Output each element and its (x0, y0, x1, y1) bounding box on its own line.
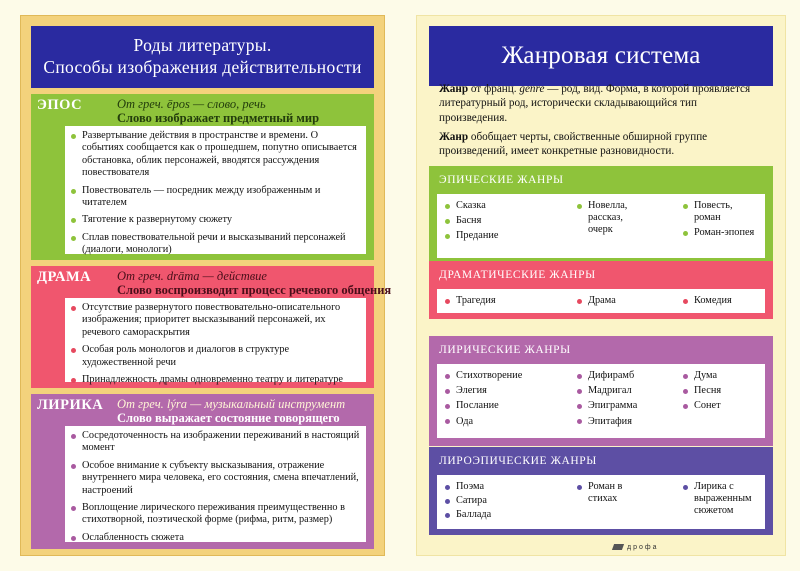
left-poster-title (31, 26, 374, 88)
right-poster-title: Жанровая система (429, 26, 773, 86)
list-item: Поэма (445, 481, 545, 493)
section-label: ДРАМА (37, 269, 92, 285)
section-label: ЭПОС (37, 97, 83, 113)
list-item: Новелла, рассказ, очерк (577, 200, 647, 237)
publisher-logo: дрофа (613, 544, 659, 554)
genre-description: Жанр обобщает черты, свойственные обширной группе произведений, имеет конкретные разновидности. (439, 131, 708, 158)
list-item: Сосредоточенность на изображении переживаний в настоящий момент (71, 430, 360, 455)
list-item: Роман в стихах (577, 481, 647, 505)
left-title-line1: Роды литературы. (133, 35, 272, 55)
bullet-dot-icon (445, 219, 450, 224)
bullet-dot-icon (683, 299, 688, 304)
genre-column (683, 370, 765, 416)
list-item: Мадригал (577, 385, 667, 397)
list-item: Эпитафия (577, 416, 667, 428)
list-item: Сплав повествовательной речи и высказываний персонажей (диалоги, монологи) (71, 232, 360, 257)
genre-column (445, 481, 545, 524)
bullet-dot-icon (71, 464, 76, 469)
list-item: Дифирамб (577, 370, 667, 382)
bullet-dot-icon (577, 485, 582, 490)
section-etymology: От греч. drāma — действие (117, 269, 267, 283)
list-item: Особое внимание к субъекту высказывания, отражение внутреннего мира человека, его состояния, смена впечатлений, настроений (71, 460, 360, 497)
list-item: Стихотворение (445, 370, 555, 382)
list-item: Комедия (683, 295, 765, 307)
bullet-dot-icon (71, 236, 76, 241)
bullet-dot-icon (577, 204, 582, 209)
section-drama (31, 266, 392, 388)
list-item: Послание (445, 400, 555, 412)
genre-column (577, 200, 647, 240)
list-item: Воплощение лирического переживания преимущественно в стихотворной, поэтической форме (рифма, ритм, размер) (71, 502, 360, 527)
genre-block-title: ЭПИЧЕСКИЕ ЖАНРЫ (439, 174, 564, 186)
bullet-dot-icon (71, 189, 76, 194)
list-item: Басня (445, 215, 545, 227)
right-poster (416, 15, 786, 556)
list-item: Ода (445, 416, 555, 428)
bullet-dot-icon (577, 404, 582, 409)
list-item: Эпиграмма (577, 400, 667, 412)
bullet-dot-icon (71, 378, 76, 383)
genre-block-lyroepic (429, 447, 773, 535)
genre-column (577, 481, 647, 508)
section-epos (31, 94, 374, 260)
list-item: Драма (577, 295, 667, 307)
bullet-dot-icon (71, 506, 76, 511)
section-features-box (65, 126, 366, 254)
genre-column (683, 200, 765, 243)
bullet-dot-icon (577, 419, 582, 424)
list-item: Песня (683, 385, 765, 397)
genre-column (683, 295, 765, 310)
list-item: Лирика с выраженным сюжетом (683, 481, 771, 518)
genre-column (445, 200, 545, 246)
bullet-dot-icon (71, 306, 76, 311)
list-item: Повествователь — посредник между изображенным и читателем (71, 185, 360, 210)
genre-column (683, 481, 771, 521)
list-item: Тяготение к развернутому сюжету (71, 214, 360, 226)
bullet-dot-icon (683, 204, 688, 209)
list-item: Сказка (445, 200, 545, 212)
bullet-dot-icon (577, 389, 582, 394)
list-item: Элегия (445, 385, 555, 397)
bullet-dot-icon (683, 485, 688, 490)
section-lyrics (31, 394, 374, 549)
bullet-dot-icon (445, 389, 450, 394)
bullet-dot-icon (445, 485, 450, 490)
section-subtitle: Слово изображает предметный мир (117, 111, 320, 125)
list-item: Повесть, роман (683, 200, 743, 224)
list-item: Ослабленность сюжета (71, 532, 360, 544)
section-features-box (65, 426, 366, 542)
section-etymology: От греч. ēpos — слово, речь (117, 97, 266, 111)
section-etymology: От греч. lýra — музыкальный инструмент (117, 397, 346, 411)
genre-block-title: ЛИРОЭПИЧЕСКИЕ ЖАНРЫ (439, 455, 597, 467)
bullet-dot-icon (683, 374, 688, 379)
genre-column (577, 295, 667, 310)
list-item: Развертывание действия в пространстве и времени. О событиях сообщается как о прошедшем, попутно описывается обстановка, облик персонажей, вводятся рассуждения повествователя (71, 130, 360, 180)
left-title-line2: Способы изображения действительности (43, 57, 362, 77)
bullet-dot-icon (683, 404, 688, 409)
bullet-dot-icon (71, 536, 76, 541)
genre-block-body (437, 194, 765, 258)
list-item: Сатира (445, 495, 545, 507)
bullet-dot-icon (71, 218, 76, 223)
list-item: Дума (683, 370, 765, 382)
genre-definition: Жанр от франц. genre — род, вид. Форма, в которой проявляется литературный род, исторически складывающийся тип произведения. (439, 83, 751, 124)
genre-block-lyric (429, 336, 773, 446)
list-item: Принадлежность драмы одновременно театру и литературе (71, 374, 360, 386)
genre-block-body (437, 364, 765, 438)
list-item: Роман-эпопея (683, 227, 765, 239)
bullet-dot-icon (445, 204, 450, 209)
section-subtitle: Слово воспроизводит процесс речевого общения (117, 283, 392, 297)
bullet-dot-icon (71, 434, 76, 439)
section-subtitle: Слово выражает состояние говорящего (117, 411, 340, 425)
bullet-dot-icon (445, 419, 450, 424)
genre-block-body (437, 475, 765, 529)
bullet-dot-icon (445, 234, 450, 239)
list-item: Отсутствие развернутого повествовательно-описательного изображения; приоритет высказываний персонажей, их речевого самораскрытия (71, 302, 360, 339)
genre-block-body (437, 289, 765, 313)
list-item: Сонет (683, 400, 765, 412)
bullet-dot-icon (71, 134, 76, 139)
list-item: Трагедия (445, 295, 545, 307)
genre-column (445, 370, 555, 431)
bullet-dot-icon (445, 499, 450, 504)
bullet-dot-icon (445, 513, 450, 518)
list-item: Баллада (445, 509, 545, 521)
list-item: Предание (445, 230, 545, 242)
genre-block-title: ДРАМАТИЧЕСКИЕ ЖАНРЫ (439, 269, 596, 281)
bullet-dot-icon (445, 374, 450, 379)
genre-block-drama (429, 261, 773, 319)
publisher-logo-icon (612, 544, 624, 550)
bullet-dot-icon (71, 348, 76, 353)
genre-column (577, 370, 667, 431)
section-features-box (65, 298, 366, 386)
bullet-dot-icon (683, 231, 688, 236)
bullet-dot-icon (577, 299, 582, 304)
list-item: Особая роль монологов и диалогов в структуре художественной речи (71, 344, 360, 369)
bullet-dot-icon (577, 374, 582, 379)
genre-block-epic (429, 166, 773, 266)
bullet-dot-icon (445, 299, 450, 304)
bullet-dot-icon (445, 404, 450, 409)
section-label: ЛИРИКА (37, 397, 104, 413)
bullet-dot-icon (683, 389, 688, 394)
genre-column (445, 295, 545, 310)
genre-block-title: ЛИРИЧЕСКИЕ ЖАНРЫ (439, 344, 571, 356)
left-poster (20, 15, 392, 556)
